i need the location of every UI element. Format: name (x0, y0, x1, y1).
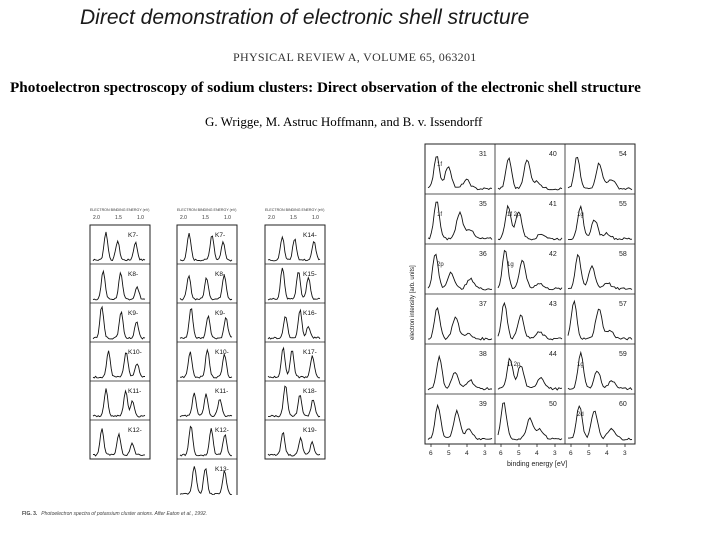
x-tick-label: 5 (587, 450, 591, 457)
spectrum-trace (268, 237, 320, 261)
cluster-label: K7- (215, 232, 226, 239)
x-tick-label: 6 (429, 450, 433, 457)
spectrum-trace (568, 255, 632, 290)
cluster-label: K19- (303, 427, 317, 434)
cluster-size-label: 36 (479, 251, 487, 258)
cluster-size-label: 50 (549, 401, 557, 408)
cluster-size-label: 54 (619, 151, 627, 158)
spectrum-trace (428, 308, 492, 340)
spectrum-trace (180, 275, 232, 300)
cluster-label: K9- (215, 310, 226, 317)
shell-label: 1g (577, 212, 584, 218)
column-tick-label: 1.0 (224, 215, 231, 221)
spectrum-trace (498, 303, 562, 340)
slide-title: Direct demonstration of electronic shell structure (80, 6, 530, 29)
cluster-size-label: 55 (619, 201, 627, 208)
cluster-label: K8- (128, 271, 139, 278)
column-tick-label: 2.0 (93, 215, 100, 221)
spectrum-trace (428, 405, 492, 439)
x-tick-label: 4 (605, 450, 609, 457)
cluster-label: K13- (215, 466, 229, 473)
cluster-size-label: 38 (479, 351, 487, 358)
cluster-label: K18- (303, 388, 317, 395)
cluster-size-label: 41 (549, 201, 557, 208)
cluster-label: K16- (303, 310, 317, 317)
spectrum-trace (268, 433, 320, 456)
shell-label: 2d (577, 412, 584, 418)
spectrum-trace (428, 254, 492, 290)
cluster-label: K17- (303, 349, 317, 356)
x-tick-label: 6 (499, 450, 503, 457)
cluster-label: K10- (128, 349, 142, 356)
cluster-label: K12- (128, 427, 142, 434)
cluster-label: K15- (303, 271, 317, 278)
column-tick-label: 1.0 (312, 215, 319, 221)
cluster-size-label: 60 (619, 401, 627, 408)
column-tick-label: 1.5 (202, 215, 209, 221)
cluster-label: K10- (215, 349, 229, 356)
column-tick-label: 1.5 (115, 215, 122, 221)
cluster-size-label: 59 (619, 351, 627, 358)
spectrum-trace (568, 158, 632, 190)
cluster-size-label: 58 (619, 251, 627, 258)
x-tick-label: 5 (517, 450, 521, 457)
column-tick-label: 1.0 (137, 215, 144, 221)
cluster-label: K7- (128, 232, 139, 239)
spectrum-trace (498, 403, 562, 440)
shell-label: 1f (437, 212, 443, 218)
shell-label: 2p (437, 262, 444, 268)
cluster-label: K14- (303, 232, 317, 239)
cluster-size-label: 39 (479, 401, 487, 408)
spectrum-trace (568, 353, 632, 390)
shell-label: 1f 2p (507, 212, 521, 218)
cluster-size-label: 35 (479, 201, 487, 208)
x-tick-label: 3 (553, 450, 557, 457)
x-tick-label: 4 (465, 450, 469, 457)
spectrum-trace (428, 356, 492, 390)
shell-label: 1f 2p (507, 362, 521, 368)
x-tick-label: 3 (483, 450, 487, 457)
spectrum-trace (498, 206, 562, 240)
cluster-size-label: 43 (549, 301, 557, 308)
potassium-spectra-figure (85, 203, 330, 495)
shell-label: 1f (437, 162, 443, 168)
paper-title: Photoelectron spectroscopy of sodium clusters: Direct observation of the electronic shell structure (10, 79, 641, 96)
shell-label: 1g (507, 262, 514, 268)
column-tick-label: 2.0 (180, 215, 187, 221)
x-tick-label: 6 (569, 450, 573, 457)
journal-header: PHYSICAL REVIEW A, VOLUME 65, 063201 (233, 50, 477, 64)
cluster-label: K11- (215, 388, 229, 395)
y-axis-label: electron intensity [arb. units] (410, 265, 416, 340)
column-tick-label: 1.5 (290, 215, 297, 221)
x-axis-label: binding energy [eV] (507, 461, 568, 468)
shell-label: 1g (577, 362, 584, 368)
cluster-size-label: 37 (479, 301, 487, 308)
column-header: ELECTRON BINDING ENERGY (eV) (265, 208, 325, 212)
sodium-spectra-figure (405, 142, 637, 470)
cluster-label: K12- (215, 427, 229, 434)
column-tick-label: 2.0 (268, 215, 275, 221)
cluster-size-label: 57 (619, 301, 627, 308)
figure-caption: FIG. 3. Photoelectron spectra of potassium cluster anions. After Eaton et al., 1992. (22, 511, 208, 517)
cluster-label: K9- (128, 310, 139, 317)
x-tick-label: 3 (623, 450, 627, 457)
column-header: ELECTRON BINDING ENERGY (eV) (90, 208, 150, 212)
spectrum-trace (498, 158, 562, 190)
x-tick-label: 4 (535, 450, 539, 457)
cluster-size-label: 44 (549, 351, 557, 358)
paper-authors: G. Wrigge, M. Astruc Hoffmann, and B. v. Issendorff (205, 114, 483, 129)
cluster-label: K11- (128, 388, 142, 395)
column-header: ELECTRON BINDING ENERGY (eV) (177, 208, 237, 212)
spectrum-trace (180, 393, 232, 417)
cluster-size-label: 40 (549, 151, 557, 158)
cluster-size-label: 42 (549, 251, 557, 258)
cluster-label: K8- (215, 271, 226, 278)
x-tick-label: 5 (447, 450, 451, 457)
cluster-size-label: 31 (479, 151, 487, 158)
